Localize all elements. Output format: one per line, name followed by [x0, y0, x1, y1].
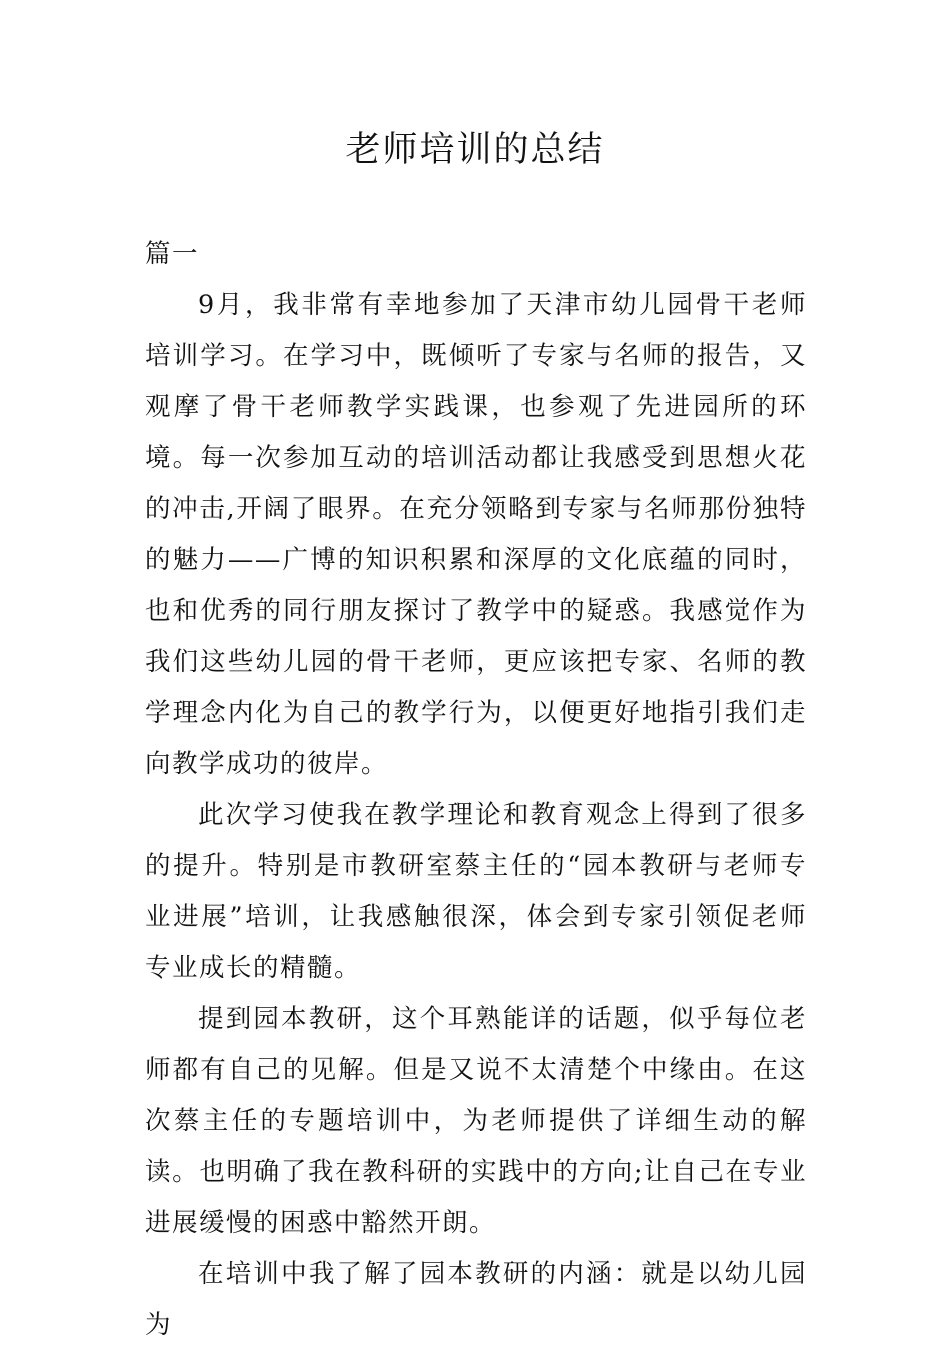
paragraph-2: 此次学习使我在教学理论和教育观念上得到了很多的提升。特别是市教研室蔡主任的“园本教研与老师专业进展”培训，让我感触很深，体会到专家引领促老师专业成长的精髓。 [145, 800, 807, 983]
paragraph-1: 9月，我非常有幸地参加了天津市幼儿园骨干老师培训学习。在学习中，既倾听了专家与名师的报告，又观摩了骨干老师教学实践课，也参观了先进园所的环境。每一次参加互动的培训活动都让我感受到思想火花的冲击,开阔了眼界。在充分领略到专家与名师那份独特的魅力——广博的知识积累和深厚的文化底蕴的同时，也和优秀的同行朋友探讨了教学中的疑惑。我感觉作为我们这些幼儿园的骨干老师，更应该把专家、名师的教学理念内化为自己的教学行为，以便更好地指引我们走向教学成功的彼岸。 [145, 290, 807, 779]
document-body [145, 225, 807, 1351]
document-title: 老师培训的总结 [345, 130, 605, 170]
paragraph-4: 在培训中我了解了园本教研的内涵：就是以幼儿园为 [145, 1259, 807, 1340]
section-label: 篇一 [145, 239, 200, 269]
paragraph-3: 提到园本教研，这个耳熟能详的话题，似乎每位老师都有自己的见解。但是又说不太清楚个中缘由。在这次蔡主任的专题培训中，为老师提供了详细生动的解读。也明确了我在教科研的实践中的方向;让自己在专业进展缓慢的困惑中豁然开朗。 [145, 1004, 807, 1238]
